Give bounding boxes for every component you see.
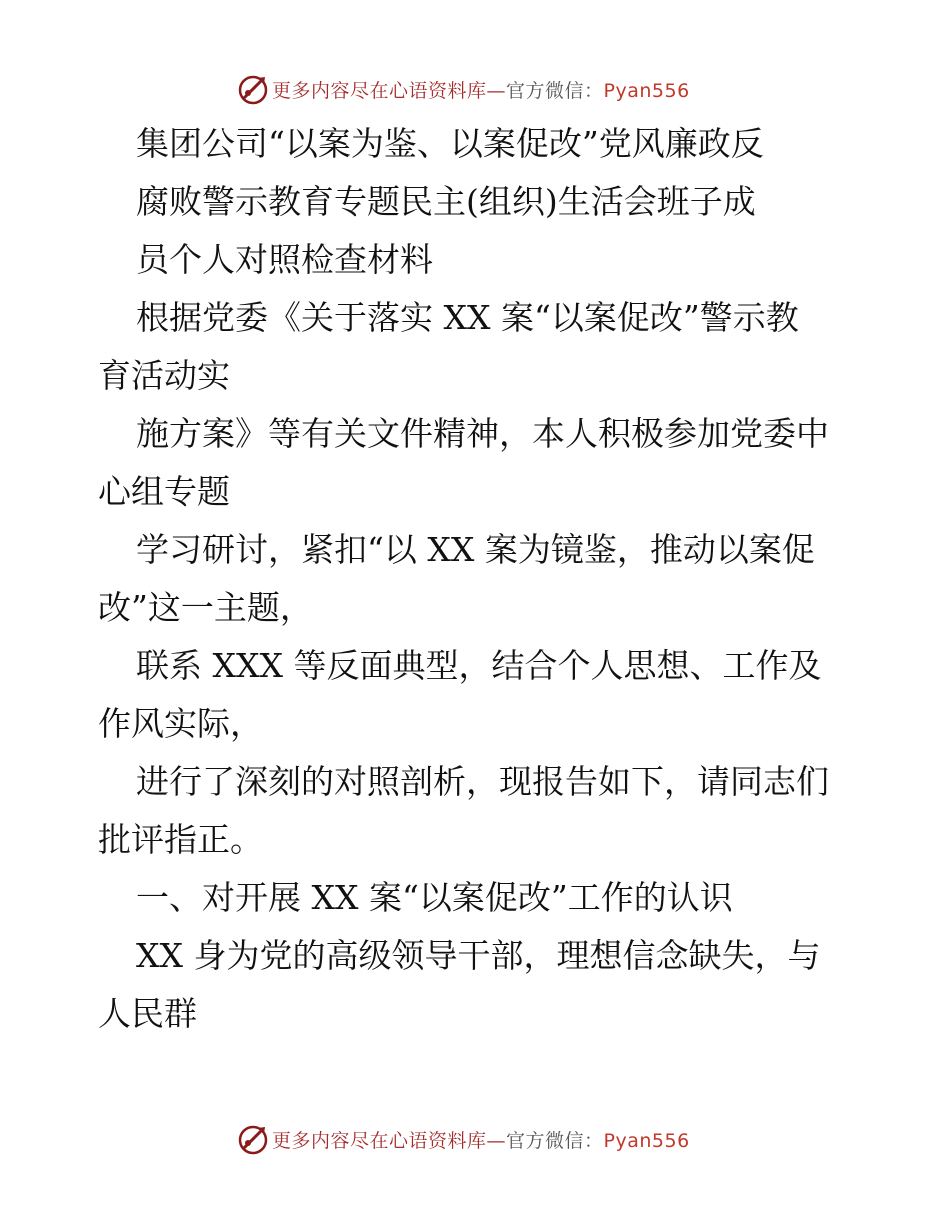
paragraph-line: 施方案》等有关文件精神，本人积极参加党委中 xyxy=(136,414,829,453)
paragraph-line: 联系 XXX 等反面典型，结合个人思想、工作及 xyxy=(136,646,822,685)
watermark-site-text: 更多内容尽在心语资料库 xyxy=(272,1130,487,1152)
title-line-1: 集团公司“以案为鉴、以案促改”党风廉政反 xyxy=(136,124,764,163)
watermark-banner-top xyxy=(0,70,950,110)
document-body xyxy=(98,115,858,1043)
watermark-banner-bottom xyxy=(0,1120,950,1160)
title-line-2: 腐败警示教育专题民主(组织)生活会班子成 xyxy=(136,182,756,221)
watermark-wechat-id: Pyan556 xyxy=(603,80,690,102)
paragraph-line: 心组专题 xyxy=(98,472,230,511)
paragraph-line: 进行了深刻的对照剖析，现报告如下，请同志们 xyxy=(136,762,829,801)
watermark-dash: — xyxy=(486,80,507,102)
pen-logo-icon xyxy=(236,1122,270,1156)
paragraph-line: XX 身为党的高级领导干部，理想信念缺失，与 xyxy=(136,936,821,975)
watermark-wechat-label: 官方微信： xyxy=(506,80,604,102)
watermark-text xyxy=(272,1126,690,1153)
section-heading: 一、对开展 XX 案“以案促改”工作的认识 xyxy=(136,878,733,917)
paragraph-line: 根据党委《关于落实 XX 案“以案促改”警示教 xyxy=(136,298,799,337)
title-line-3: 员个人对照检查材料 xyxy=(136,240,433,279)
watermark-wechat-id: Pyan556 xyxy=(603,1130,690,1152)
watermark-text xyxy=(272,76,690,103)
paragraph-line: 人民群 xyxy=(98,994,197,1033)
watermark-wechat-label: 官方微信： xyxy=(506,1130,604,1152)
watermark-site-text: 更多内容尽在心语资料库 xyxy=(272,80,487,102)
paragraph-line: 学习研讨，紧扣“以 XX 案为镜鉴，推动以案促 xyxy=(136,530,815,569)
paragraph-line: 改”这一主题， xyxy=(98,588,313,627)
paragraph-line: 批评指正。 xyxy=(98,820,263,859)
watermark-dash: — xyxy=(486,1130,507,1152)
paragraph-line: 育活动实 xyxy=(98,356,230,395)
pen-logo-icon xyxy=(236,72,270,106)
paragraph-line: 作风实际， xyxy=(98,704,263,743)
